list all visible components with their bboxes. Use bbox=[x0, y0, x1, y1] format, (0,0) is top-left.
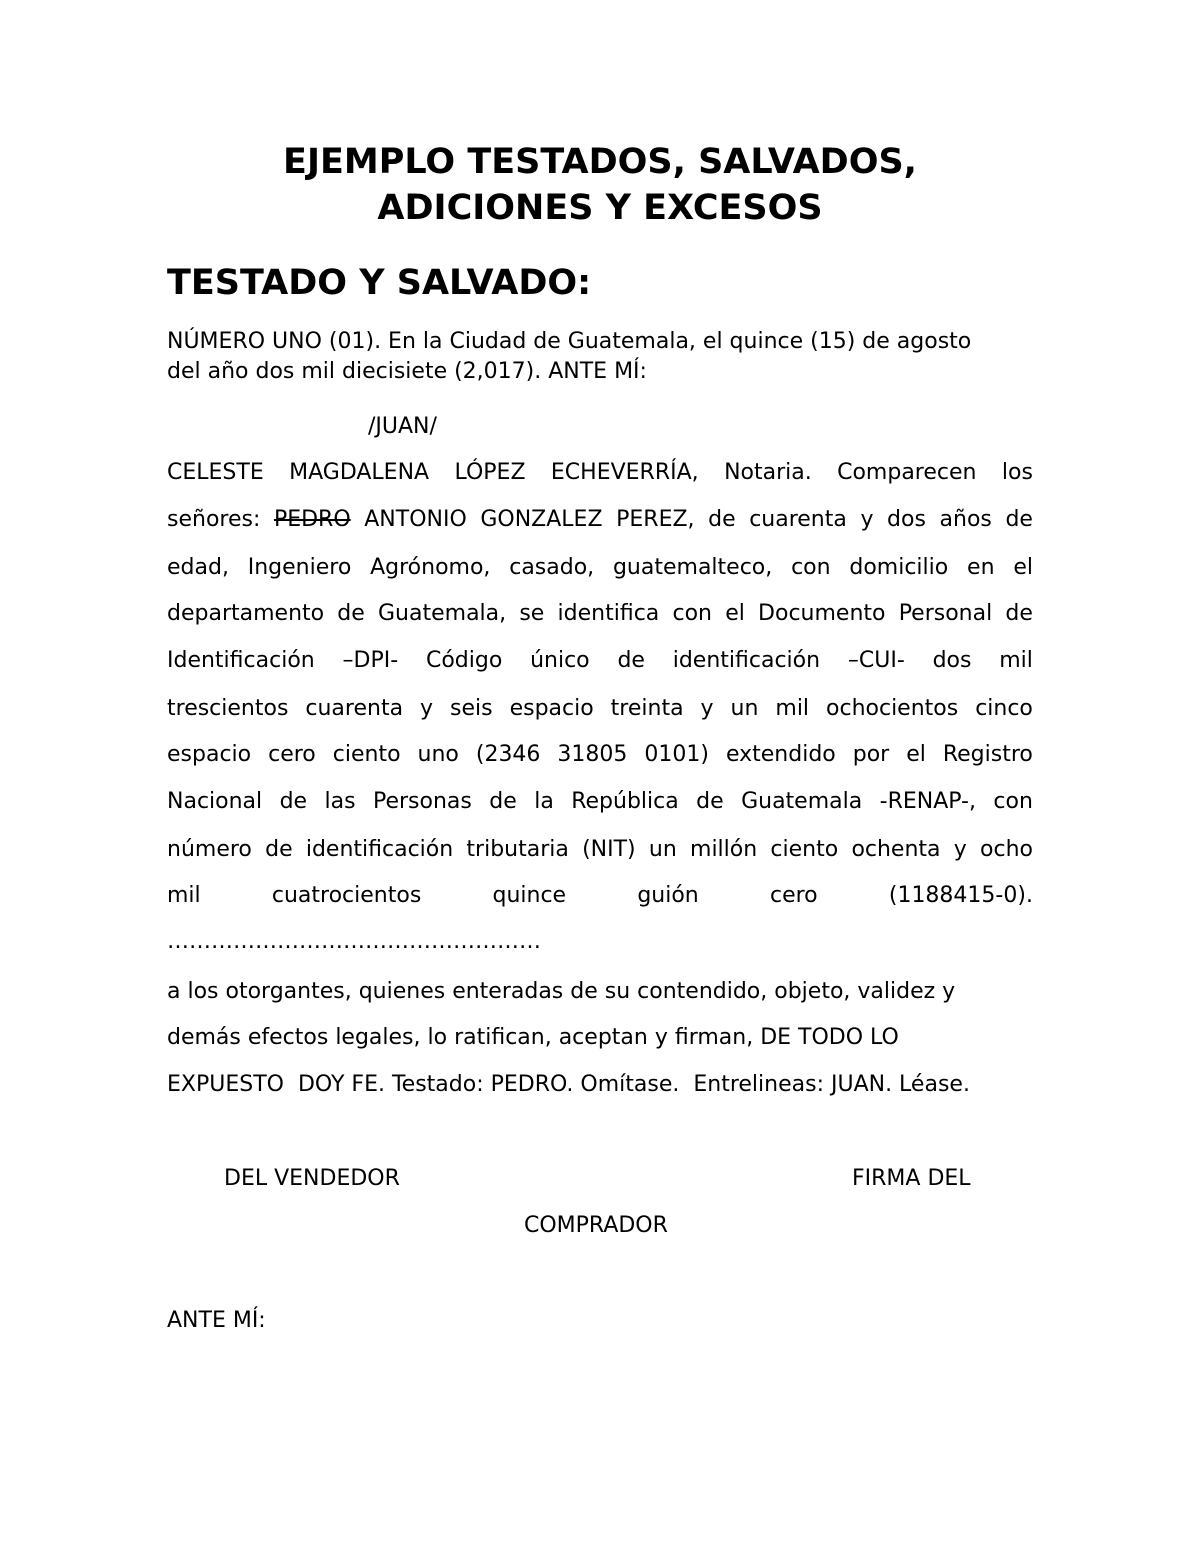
body-word: tributaria bbox=[466, 837, 569, 862]
body-word: único bbox=[530, 648, 590, 673]
body-word: cuarenta bbox=[749, 507, 847, 532]
body-word: mil bbox=[167, 883, 201, 908]
body-word: ANTONIO bbox=[364, 507, 467, 532]
signature-buyer-label-2: COMPRADOR bbox=[524, 1213, 668, 1238]
body-word: cero bbox=[769, 883, 818, 908]
body-word: identifica bbox=[557, 601, 660, 626]
body-word: GONZALEZ bbox=[480, 507, 603, 532]
body-word: en bbox=[967, 555, 995, 580]
intro-line-2: del año dos mil diecisiete (2,017). ANTE MÍ: bbox=[167, 359, 647, 384]
body-word: extendido bbox=[725, 742, 836, 767]
body-word: Notaria. bbox=[724, 460, 812, 485]
body-word: departamento bbox=[167, 601, 325, 626]
body-word: cuatrocientos bbox=[271, 883, 422, 908]
body-word: -RENAP-, bbox=[879, 789, 976, 814]
body-word: de bbox=[696, 789, 724, 814]
body-word: por bbox=[852, 742, 890, 767]
struck-word: PEDRO bbox=[273, 507, 351, 532]
body-word: los bbox=[1001, 460, 1033, 485]
body-word: PEREZ, bbox=[616, 507, 695, 532]
body-word: con bbox=[993, 789, 1033, 814]
body-word: mil bbox=[775, 696, 810, 721]
body-word: se bbox=[519, 601, 545, 626]
body-word: MAGDALENA bbox=[289, 460, 430, 485]
body-line bbox=[167, 598, 1033, 630]
body-word: identificación bbox=[672, 648, 821, 673]
body-word: Guatemala, bbox=[378, 601, 507, 626]
body-word: de bbox=[337, 601, 365, 626]
body-word: LÓPEZ bbox=[454, 460, 526, 485]
body-line bbox=[167, 457, 1033, 489]
body-line bbox=[167, 786, 1033, 818]
body-word: edad, bbox=[167, 555, 229, 580]
body-word: seis bbox=[450, 696, 493, 721]
body-line bbox=[167, 552, 1033, 584]
body-word: identificación bbox=[305, 837, 454, 862]
body-word: (2346 bbox=[475, 742, 541, 767]
body-word: y bbox=[420, 696, 434, 721]
document-title-line-2: ADICIONES Y EXCESOS bbox=[377, 188, 823, 228]
closing-line-3: EXPUESTO DOY FE. Testado: PEDRO. Omítase. Entrelineas: JUAN. Léase. bbox=[167, 1072, 970, 1097]
body-line bbox=[167, 693, 1033, 725]
body-word: número bbox=[167, 837, 252, 862]
interlineation-text: /JUAN/ bbox=[368, 414, 437, 439]
body-word: trescientos bbox=[167, 696, 289, 721]
body-word: señores: bbox=[167, 507, 261, 532]
body-word: y bbox=[700, 696, 714, 721]
body-line bbox=[167, 739, 1033, 771]
body-word: guatemalteco, bbox=[612, 555, 773, 580]
body-word: de bbox=[617, 648, 645, 673]
section-heading: TESTADO Y SALVADO: bbox=[167, 263, 592, 303]
body-line bbox=[167, 834, 1033, 866]
body-word: años bbox=[939, 507, 992, 532]
body-word: ciento bbox=[332, 742, 401, 767]
body-word: un bbox=[730, 696, 759, 721]
body-word: de bbox=[279, 789, 308, 814]
body-word: dos bbox=[887, 507, 926, 532]
body-word: Registro bbox=[942, 742, 1033, 767]
body-word: treinta bbox=[610, 696, 684, 721]
body-word: –DPI- bbox=[342, 648, 399, 673]
body-word: el bbox=[1013, 555, 1033, 580]
body-word: ochocientos bbox=[826, 696, 959, 721]
body-word: Personas bbox=[372, 789, 472, 814]
body-word: Comparecen bbox=[837, 460, 977, 485]
body-word: mil bbox=[999, 648, 1033, 673]
body-word: Identificación bbox=[167, 648, 315, 673]
body-line bbox=[167, 645, 1033, 677]
body-word: ochenta bbox=[851, 837, 941, 862]
signature-buyer-label-1: FIRMA DEL bbox=[852, 1166, 971, 1191]
body-word: de bbox=[1005, 601, 1033, 626]
body-word: Nacional bbox=[167, 789, 263, 814]
body-word: Agrónomo, bbox=[370, 555, 491, 580]
body-word: CELESTE bbox=[167, 460, 264, 485]
body-word: ECHEVERRÍA, bbox=[550, 460, 699, 485]
body-word: domicilio bbox=[849, 555, 949, 580]
body-word: República bbox=[571, 789, 679, 814]
body-word: espacio bbox=[167, 742, 252, 767]
body-word: de bbox=[1005, 507, 1033, 532]
body-word: con bbox=[791, 555, 831, 580]
body-word: 0101) bbox=[644, 742, 709, 767]
body-word: las bbox=[324, 789, 356, 814]
body-word: el bbox=[906, 742, 926, 767]
body-word: cuarenta bbox=[305, 696, 404, 721]
body-word: dos bbox=[932, 648, 972, 673]
body-word: y bbox=[953, 837, 967, 862]
body-word: Documento bbox=[758, 601, 886, 626]
intro-line-1: NÚMERO UNO (01). En la Ciudad de Guatemala, el quince (15) de agosto bbox=[167, 329, 972, 354]
body-word: Personal bbox=[898, 601, 993, 626]
body-word: espacio bbox=[509, 696, 594, 721]
body-line bbox=[167, 504, 1033, 536]
body-word: cinco bbox=[975, 696, 1033, 721]
body-word: 31805 bbox=[557, 742, 628, 767]
document-title-line-1: EJEMPLO TESTADOS, SALVADOS, bbox=[283, 142, 917, 182]
body-line-struck bbox=[167, 504, 1033, 536]
body-word: ciento bbox=[770, 837, 839, 862]
body-word: ocho bbox=[980, 837, 1033, 862]
body-word: Guatemala bbox=[741, 789, 863, 814]
body-word: de bbox=[708, 507, 736, 532]
body-word: Código bbox=[425, 648, 503, 673]
body-word: uno bbox=[417, 742, 459, 767]
body-word: con bbox=[672, 601, 712, 626]
dots-line: …………………………………………… bbox=[167, 929, 541, 954]
body-word: (1188415-0). bbox=[888, 883, 1033, 908]
body-line bbox=[167, 880, 1033, 912]
ante-mi-label: ANTE MÍ: bbox=[167, 1308, 266, 1333]
body-word: un bbox=[648, 837, 677, 862]
body-word: guión bbox=[637, 883, 699, 908]
body-word: de bbox=[489, 789, 517, 814]
body-word: millón bbox=[690, 837, 758, 862]
body-word: –CUI- bbox=[847, 648, 905, 673]
signature-seller-label: DEL VENDEDOR bbox=[224, 1166, 400, 1191]
body-word: quince bbox=[492, 883, 567, 908]
body-word: casado, bbox=[509, 555, 595, 580]
body-word: (NIT) bbox=[582, 837, 636, 862]
closing-line-1: a los otorgantes, quienes enteradas de su contendido, objeto, validez y bbox=[167, 979, 956, 1004]
body-word: y bbox=[860, 507, 874, 532]
body-word: el bbox=[725, 601, 745, 626]
body-word: Ingeniero bbox=[247, 555, 352, 580]
body-word: de bbox=[265, 837, 293, 862]
closing-line-2: demás efectos legales, lo ratifican, aceptan y firman, DE TODO LO bbox=[167, 1025, 899, 1050]
body-word: la bbox=[534, 789, 554, 814]
body-word: cero bbox=[268, 742, 316, 767]
